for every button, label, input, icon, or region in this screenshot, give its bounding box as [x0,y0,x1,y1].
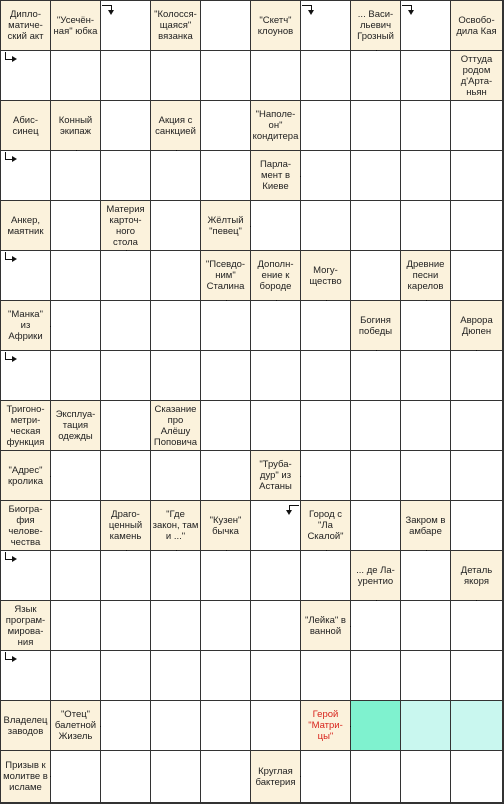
answer-cell[interactable] [251,551,301,601]
clue-cell [251,151,301,201]
answer-cell[interactable] [351,401,401,451]
clue-text: Сказание про Алёшу Поповича [153,403,198,448]
answer-cell[interactable] [301,551,351,601]
answer-cell[interactable] [251,351,301,401]
clue-text: "Лейка" в ванной [305,614,346,637]
answer-cell[interactable] [101,551,151,601]
answer-cell[interactable] [401,201,451,251]
clue-cell [301,601,351,651]
answer-cell[interactable] [1,151,51,201]
clue-cell [301,501,351,551]
answer-cell[interactable] [151,601,201,651]
answer-cell[interactable] [1,651,51,701]
answer-cell[interactable] [151,351,201,401]
answer-cell[interactable] [201,601,251,651]
answer-cell[interactable] [101,251,151,301]
clue-text: "Усечён- ная" юбка [53,14,98,37]
clue-cell [151,501,201,551]
answer-cell[interactable] [451,601,503,651]
clue-cell [301,251,351,301]
answer-cell[interactable] [451,201,503,251]
clue-text: Драго- ценный камень [108,509,143,542]
answer-cell[interactable] [451,651,503,701]
clue-cell [51,401,101,451]
answer-cell[interactable] [451,251,503,301]
clue-text: Акция с санкцией [155,114,196,137]
clue-cell [451,51,503,101]
answer-cell[interactable] [101,151,151,201]
clue-text: "Труба- дур" из Астаны [259,459,292,492]
answer-cell[interactable] [401,751,451,803]
answer-cell[interactable] [201,351,251,401]
answer-cell[interactable] [1,551,51,601]
answer-cell[interactable] [101,301,151,351]
clue-cell [51,701,101,751]
clue-cell [401,501,451,551]
answer-cell[interactable] [51,151,101,201]
clue-text: Жёлтый "певец" [207,214,244,237]
answer-cell[interactable] [201,301,251,351]
answer-cell[interactable] [201,151,251,201]
answer-cell[interactable] [451,151,503,201]
answer-cell[interactable] [351,51,401,101]
clue-text: Тригоно- метри- ческая функция [6,403,45,448]
clue-cell [351,301,401,351]
answer-cell[interactable] [51,201,101,251]
answer-cell[interactable] [151,51,201,101]
answer-cell[interactable] [351,601,401,651]
clue-cell [1,101,51,151]
clue-text: "Где закон, там и ..." [152,509,199,542]
clue-cell [151,1,201,51]
clue-text: Анкер, маятник [7,214,44,237]
answer-cell[interactable] [401,151,451,201]
answer-cell[interactable] [301,651,351,701]
answer-cell[interactable] [351,251,401,301]
clue-cell [1,451,51,501]
answer-cell[interactable] [301,451,351,501]
answer-cell[interactable] [251,701,301,751]
clue-cell [351,1,401,51]
clue-text: Дополн- ение к бороде [257,259,294,292]
answer-cell[interactable] [451,701,503,751]
clue-cell [201,201,251,251]
answer-cell[interactable] [401,351,451,401]
answer-cell[interactable] [451,451,503,501]
answer-cell[interactable] [251,201,301,251]
clue-text: Абис- синец [12,114,39,137]
answer-cell[interactable] [101,651,151,701]
answer-cell[interactable] [401,451,451,501]
answer-cell[interactable] [51,351,101,401]
clue-text: "Наполе- он" кондитера [252,109,299,142]
clue-cell [451,301,503,351]
answer-cell[interactable] [351,451,401,501]
answer-cell[interactable] [51,301,101,351]
answer-cell[interactable] [401,401,451,451]
clue-text: Призыв к молитве в исламе [3,760,48,793]
answer-cell[interactable] [301,351,351,401]
answer-cell[interactable] [151,751,201,803]
answer-cell[interactable] [251,301,301,351]
answer-cell[interactable] [351,351,401,401]
clue-cell [1,751,51,803]
answer-cell[interactable] [151,301,201,351]
answer-cell[interactable] [251,651,301,701]
answer-cell[interactable] [401,101,451,151]
answer-cell[interactable] [201,451,251,501]
clue-cell [251,1,301,51]
clue-text: Город с "Ла Скалой" [307,509,344,542]
clue-cell [101,201,151,251]
answer-cell[interactable] [201,1,251,51]
answer-cell[interactable] [101,101,151,151]
answer-cell[interactable] [251,601,301,651]
answer-cell[interactable] [351,501,401,551]
answer-cell[interactable] [401,601,451,651]
answer-cell[interactable] [201,651,251,701]
clue-text: Эксплуа- тация одежды [55,409,96,442]
answer-cell[interactable] [451,501,503,551]
clue-cell [151,101,201,151]
clue-text: "Отец" балетной Жизель [54,709,97,742]
answer-cell[interactable] [51,451,101,501]
answer-cell[interactable] [301,201,351,251]
clue-cell [351,551,401,601]
clue-text: Богиня победы [358,314,393,337]
answer-cell[interactable] [151,201,201,251]
answer-cell[interactable] [101,51,151,101]
answer-cell[interactable] [101,701,151,751]
answer-cell[interactable] [251,401,301,451]
clue-text: Круглая бактерия [255,765,296,788]
clue-text: "Адрес" кролика [7,464,43,487]
clue-cell [101,501,151,551]
answer-cell[interactable] [1,51,51,101]
answer-cell[interactable] [351,651,401,701]
answer-cell[interactable] [301,101,351,151]
answer-cell[interactable] [1,251,51,301]
answer-cell[interactable] [101,601,151,651]
answer-cell[interactable] [151,151,201,201]
answer-cell[interactable] [201,401,251,451]
answer-cell[interactable] [301,151,351,201]
clue-text: Освобо- дила Кая [456,14,497,37]
clue-text: Древние песни карелов [406,259,445,292]
answer-cell[interactable] [151,251,201,301]
answer-cell[interactable] [451,751,503,803]
clue-text: Аврора Дюпен [460,314,493,337]
answer-cell[interactable] [151,701,201,751]
clue-cell [1,301,51,351]
answer-cell[interactable] [51,601,101,651]
answer-cell[interactable] [251,501,301,551]
clue-cell [251,451,301,501]
clue-text: Могу- щество [309,264,342,287]
clue-text: "Колосся- щаяся" вязанка [154,9,197,42]
clue-text: "Кузен" бычка [209,514,242,537]
answer-cell[interactable] [51,651,101,701]
clue-text: Конный экипаж [58,114,93,137]
answer-cell[interactable] [151,451,201,501]
clue-text: "Манка" из Африки [8,309,43,342]
clue-cell [1,1,51,51]
clue-text: Биогра- фия челове- чества [8,503,43,548]
answer-cell[interactable] [301,401,351,451]
answer-cell[interactable] [301,301,351,351]
answer-cell[interactable] [101,451,151,501]
clue-text: Герой "Матри- цы" [308,709,343,742]
answer-cell[interactable] [451,101,503,151]
clue-cell [51,101,101,151]
answer-cell[interactable] [301,751,351,803]
clue-cell [201,501,251,551]
answer-cell[interactable] [401,51,451,101]
answer-cell[interactable] [1,351,51,401]
answer-cell[interactable] [51,751,101,803]
answer-cell[interactable] [201,751,251,803]
clue-text: "Псевдо- ним" Сталина [205,259,246,292]
answer-cell[interactable] [51,551,101,601]
answer-cell[interactable] [101,751,151,803]
answer-cell[interactable] [401,651,451,701]
answer-cell[interactable] [401,701,451,751]
clue-cell [451,551,503,601]
clue-cell [401,251,451,301]
clue-cell [1,501,51,551]
answer-cell[interactable] [101,401,151,451]
clue-text: Дипло- матиче- ский акт [7,9,44,42]
answer-cell[interactable] [251,51,301,101]
answer-cell[interactable] [101,1,151,51]
clue-cell [251,251,301,301]
answer-cell[interactable] [301,51,351,101]
clue-cell [201,251,251,301]
clue-cell [51,1,101,51]
answer-cell[interactable] [401,1,451,51]
clue-cell [301,701,351,751]
clue-text: Закром в амбаре [405,514,446,537]
clue-text: Язык програм- мирова- ния [5,603,46,648]
clue-cell [1,701,51,751]
answer-cell[interactable] [201,101,251,151]
clue-cell [151,401,201,451]
answer-cell[interactable] [151,651,201,701]
answer-cell[interactable] [101,351,151,401]
clue-text: ... де Ла- урентио [356,564,395,587]
answer-cell[interactable] [51,501,101,551]
answer-cell[interactable] [51,51,101,101]
answer-cell[interactable] [201,51,251,101]
clue-text: "Скетч" клоунов [257,14,294,37]
answer-cell[interactable] [351,751,401,803]
clue-cell [251,751,301,803]
clue-cell [1,401,51,451]
answer-cell[interactable] [51,251,101,301]
answer-cell[interactable] [201,551,251,601]
answer-cell[interactable] [351,151,401,201]
answer-cell[interactable] [351,101,401,151]
clue-text: Деталь якоря [460,564,493,587]
answer-cell[interactable] [451,401,503,451]
answer-cell[interactable] [401,551,451,601]
clue-text: ... Васи- льевич Грозный [357,9,394,42]
clue-cell [1,601,51,651]
clue-cell [1,201,51,251]
answer-cell[interactable] [351,701,401,751]
clue-text: Владелец заводов [3,714,48,737]
answer-cell[interactable] [401,301,451,351]
clue-cell [251,101,301,151]
clue-cell [451,1,503,51]
clue-text: Парла- мент в Киеве [259,159,292,192]
answer-cell[interactable] [301,1,351,51]
answer-cell[interactable] [201,701,251,751]
clue-text: Оттуда родом д'Арта- ньян [460,53,493,98]
answer-cell[interactable] [451,351,503,401]
clue-text: Материя карточ- ного стола [106,203,145,248]
answer-cell[interactable] [351,201,401,251]
answer-cell[interactable] [151,551,201,601]
